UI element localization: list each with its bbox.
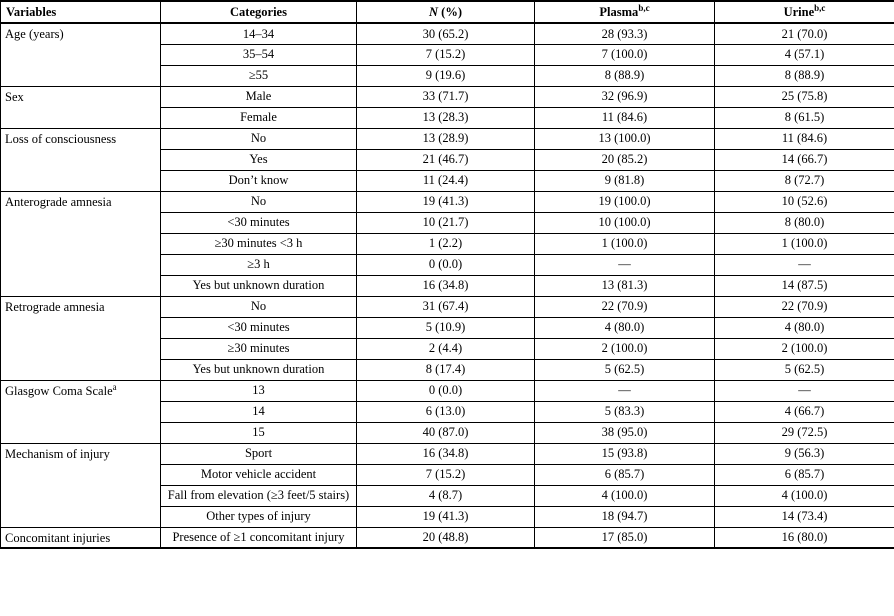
- cell-n-percent: 9 (19.6): [357, 65, 535, 86]
- row-variable-label: Age (years): [1, 23, 161, 86]
- column-header-plasma: Plasma$^{b,c}$: [535, 1, 715, 23]
- cell-n-percent: 0 (0.0): [357, 254, 535, 275]
- row-variable-label: Retrograde amnesia: [1, 296, 161, 380]
- cell-n-percent: 7 (15.2): [357, 44, 535, 65]
- cell-n-percent: 7 (15.2): [357, 464, 535, 485]
- cell-plasma: —: [535, 380, 715, 401]
- cell-plasma: 28 (93.3): [535, 23, 715, 44]
- cell-plasma: 7 (100.0): [535, 44, 715, 65]
- cell-category: Don’t know: [161, 170, 357, 191]
- row-variable-label: Anterograde amnesia: [1, 191, 161, 296]
- cell-n-percent: 11 (24.4): [357, 170, 535, 191]
- cell-n-percent: 40 (87.0): [357, 422, 535, 443]
- cell-plasma: 18 (94.7): [535, 506, 715, 527]
- cell-plasma: 22 (70.9): [535, 296, 715, 317]
- cell-category: Sport: [161, 443, 357, 464]
- cell-urine: 4 (66.7): [715, 401, 894, 422]
- cell-plasma: 17 (85.0): [535, 527, 715, 548]
- cell-n-percent: 33 (71.7): [357, 86, 535, 107]
- cell-category: <30 minutes: [161, 212, 357, 233]
- cell-urine: 9 (56.3): [715, 443, 894, 464]
- cell-plasma: 5 (83.3): [535, 401, 715, 422]
- cell-n-percent: 2 (4.4): [357, 338, 535, 359]
- cell-category: No: [161, 191, 357, 212]
- cell-plasma: 6 (85.7): [535, 464, 715, 485]
- cell-urine: 25 (75.8): [715, 86, 894, 107]
- cell-category: Fall from elevation (≥3 feet/5 stairs): [161, 485, 357, 506]
- cell-category: ≥30 minutes <3 h: [161, 233, 357, 254]
- cell-urine: 4 (80.0): [715, 317, 894, 338]
- cell-plasma: 4 (80.0): [535, 317, 715, 338]
- cell-category: Male: [161, 86, 357, 107]
- cell-n-percent: 4 (8.7): [357, 485, 535, 506]
- column-header-categories: Categories: [161, 1, 357, 23]
- row-variable-label: Sex: [1, 86, 161, 128]
- table-row: [1, 443, 894, 464]
- cell-plasma: 13 (100.0): [535, 128, 715, 149]
- cell-plasma: 5 (62.5): [535, 359, 715, 380]
- cell-urine: 8 (80.0): [715, 212, 894, 233]
- table-body: [1, 23, 894, 548]
- cell-urine: 8 (88.9): [715, 65, 894, 86]
- cell-category: Presence of ≥1 concomitant injury: [161, 527, 357, 548]
- cell-plasma: 2 (100.0): [535, 338, 715, 359]
- cell-urine: 4 (100.0): [715, 485, 894, 506]
- cell-category: <30 minutes: [161, 317, 357, 338]
- table-row: [1, 86, 894, 107]
- cell-plasma: 38 (95.0): [535, 422, 715, 443]
- cell-category: ≥3 h: [161, 254, 357, 275]
- cell-category: 35–54: [161, 44, 357, 65]
- cell-urine: 2 (100.0): [715, 338, 894, 359]
- cell-n-percent: 19 (41.3): [357, 191, 535, 212]
- table-row: [1, 296, 894, 317]
- cell-n-percent: 21 (46.7): [357, 149, 535, 170]
- cell-category: No: [161, 296, 357, 317]
- cell-plasma: 9 (81.8): [535, 170, 715, 191]
- cell-n-percent: 31 (67.4): [357, 296, 535, 317]
- cell-plasma: 10 (100.0): [535, 212, 715, 233]
- cell-category: ≥30 minutes: [161, 338, 357, 359]
- cell-n-percent: 13 (28.3): [357, 107, 535, 128]
- cell-urine: 6 (85.7): [715, 464, 894, 485]
- cell-n-percent: 16 (34.8): [357, 443, 535, 464]
- column-header-variables: Variables: [1, 1, 161, 23]
- cell-plasma: —: [535, 254, 715, 275]
- cell-category: ≥55: [161, 65, 357, 86]
- table-header: [1, 1, 894, 23]
- cell-urine: 8 (72.7): [715, 170, 894, 191]
- cell-n-percent: 13 (28.9): [357, 128, 535, 149]
- cell-n-percent: 16 (34.8): [357, 275, 535, 296]
- cell-plasma: 15 (93.8): [535, 443, 715, 464]
- cell-n-percent: 8 (17.4): [357, 359, 535, 380]
- cell-urine: 22 (70.9): [715, 296, 894, 317]
- footnote-marker: a: [112, 381, 117, 392]
- cell-urine: 4 (57.1): [715, 44, 894, 65]
- table-row: [1, 23, 894, 44]
- cell-n-percent: 30 (65.2): [357, 23, 535, 44]
- cell-category: 15: [161, 422, 357, 443]
- cell-category: 14–34: [161, 23, 357, 44]
- cell-urine: 11 (84.6): [715, 128, 894, 149]
- footnote-marker: b,c: [814, 2, 826, 13]
- cell-n-percent: 20 (48.8): [357, 527, 535, 548]
- column-header-n-symbol: N: [429, 4, 439, 19]
- cell-category: Female: [161, 107, 357, 128]
- row-variable-label: Loss of consciousness: [1, 128, 161, 191]
- cell-plasma: 32 (96.9): [535, 86, 715, 107]
- cell-n-percent: 10 (21.7): [357, 212, 535, 233]
- cell-plasma: 19 (100.0): [535, 191, 715, 212]
- cell-plasma: 13 (81.3): [535, 275, 715, 296]
- table-row: [1, 380, 894, 401]
- cell-urine: 21 (70.0): [715, 23, 894, 44]
- cell-category: Yes but unknown duration: [161, 359, 357, 380]
- cell-category: Motor vehicle accident: [161, 464, 357, 485]
- column-header-n-percent: N (%): [357, 1, 535, 23]
- cell-urine: 14 (66.7): [715, 149, 894, 170]
- cell-urine: 10 (52.6): [715, 191, 894, 212]
- cell-plasma: 1 (100.0): [535, 233, 715, 254]
- cell-n-percent: 5 (10.9): [357, 317, 535, 338]
- cell-category: 14: [161, 401, 357, 422]
- cell-category: No: [161, 128, 357, 149]
- cell-urine: 1 (100.0): [715, 233, 894, 254]
- column-header-urine: Urine$^{b,c}$: [715, 1, 894, 23]
- cell-urine: 14 (87.5): [715, 275, 894, 296]
- cell-urine: 16 (80.0): [715, 527, 894, 548]
- cell-plasma: 4 (100.0): [535, 485, 715, 506]
- cell-urine: 8 (61.5): [715, 107, 894, 128]
- cell-n-percent: 6 (13.0): [357, 401, 535, 422]
- table-row: [1, 527, 894, 548]
- cell-n-percent: 19 (41.3): [357, 506, 535, 527]
- cell-urine: 5 (62.5): [715, 359, 894, 380]
- cell-urine: —: [715, 254, 894, 275]
- cell-n-percent: 0 (0.0): [357, 380, 535, 401]
- header-row: [1, 1, 894, 23]
- cell-n-percent: 1 (2.2): [357, 233, 535, 254]
- table-row: [1, 191, 894, 212]
- footnote-marker: b,c: [638, 2, 650, 13]
- cell-urine: 29 (72.5): [715, 422, 894, 443]
- row-variable-label: Concomitant injuries: [1, 527, 161, 548]
- table-row: [1, 128, 894, 149]
- cell-urine: 14 (73.4): [715, 506, 894, 527]
- row-variable-label: Glasgow Coma Scale$^a$: [1, 380, 161, 443]
- cell-category: Other types of injury: [161, 506, 357, 527]
- cell-urine: —: [715, 380, 894, 401]
- row-variable-label: Mechanism of injury: [1, 443, 161, 527]
- cell-category: 13: [161, 380, 357, 401]
- cell-plasma: 8 (88.9): [535, 65, 715, 86]
- cell-plasma: 20 (85.2): [535, 149, 715, 170]
- cell-category: Yes but unknown duration: [161, 275, 357, 296]
- cell-category: Yes: [161, 149, 357, 170]
- cell-plasma: 11 (84.6): [535, 107, 715, 128]
